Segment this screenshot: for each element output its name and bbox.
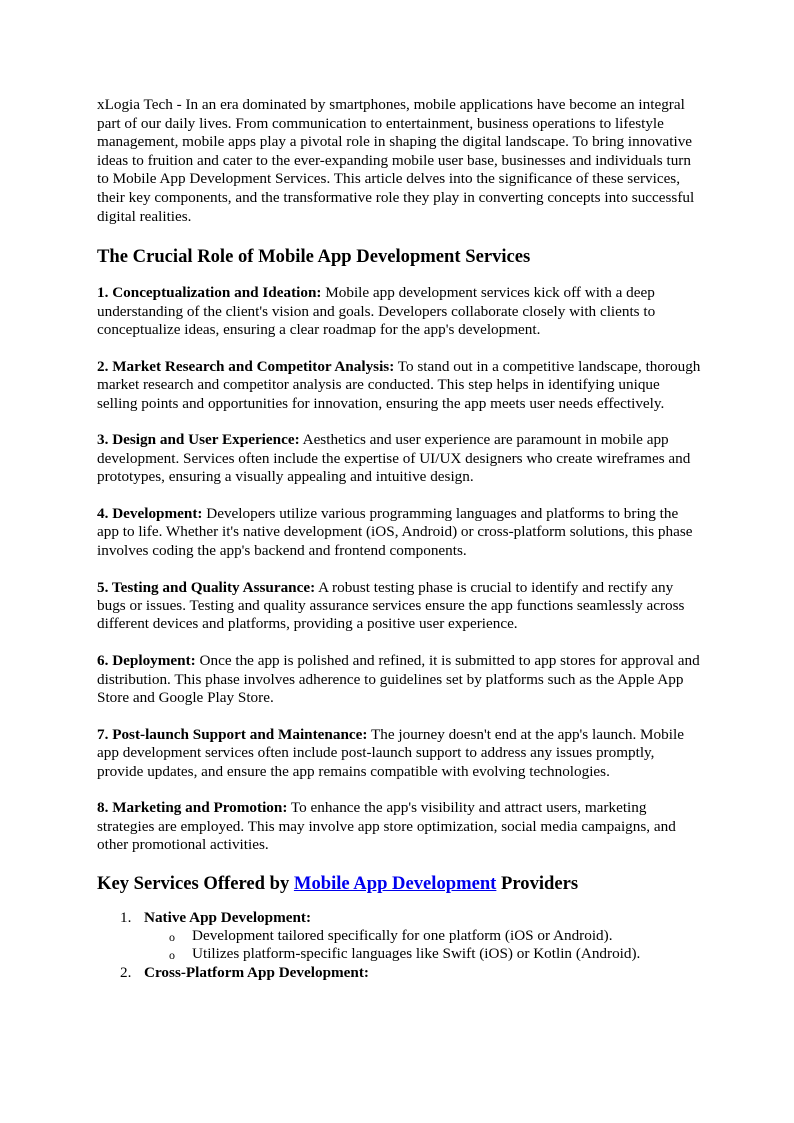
- role-item-text: To stand out in a competitive landscape, thorough market research and competitor analysis are conducted. This step helps in identifying unique selling points and opportunities for innovation, ensuring the app meets user needs effectively.: [97, 357, 701, 412]
- role-item-development: [97, 505, 703, 560]
- sub-list-item: [144, 945, 703, 963]
- mobile-app-development-link[interactable]: Mobile App Development: [293, 872, 497, 894]
- list-item: [97, 964, 703, 982]
- sub-list-text: Development tailored specifically for one platform (iOS or Android).: [192, 927, 613, 945]
- intro-paragraph: xLogia Tech - In an era dominated by smartphones, mobile applications have become an integral part of our daily lives. From communication to entertainment, business operations to lifestyle management, mobile apps play a pivotal role in shaping the digital landscape. To bring innovative ideas to fruition and cater to the ever-expanding mobile user base, businesses and individuals turn to Mobile App Development Services. This article delves into the significance of these services, their key components, and the transformative role they play in converting concepts into successful digital realities.: [97, 96, 695, 225]
- role-item-text: To enhance the app's visibility and attract users, marketing strategies are employed. This may involve app store optimization, social media campaigns, and other promotional activities.: [97, 799, 676, 854]
- role-item-design: [97, 431, 703, 486]
- heading-text-before: Key Services Offered by: [97, 872, 294, 894]
- list-item-title: Native App Development:: [144, 908, 312, 926]
- role-item-title: 3. Design and User Experience:: [97, 431, 300, 449]
- role-item-marketing: [97, 799, 703, 854]
- sub-list-text: Utilizes platform-specific languages like Swift (iOS) or Kotlin (Android).: [192, 945, 641, 963]
- heading-text-after: Providers: [496, 872, 579, 894]
- role-item-text: The journey doesn't end at the app's launch. Mobile app development services often include post-launch support to address any issues promptly, provide updates, and ensure the app remains compatible with evolving technologies.: [97, 725, 684, 780]
- role-item-title: 6. Deployment:: [97, 652, 196, 670]
- role-item-text: A robust testing phase is crucial to identify and rectify any bugs or issues. Testing and quality assurance services ensure the app functions seamlessly across different devices and platforms, providing a positive user experience.: [97, 578, 685, 633]
- list-item: [97, 909, 703, 964]
- bullet-icon: o: [169, 930, 175, 945]
- section-heading-crucial-role: The Crucial Role of Mobile App Development Services: [97, 246, 531, 268]
- list-item-title: Cross-Platform App Development:: [144, 963, 369, 981]
- role-item-title: 5. Testing and Quality Assurance:: [97, 578, 316, 596]
- bullet-icon: o: [169, 948, 175, 963]
- sub-list-item: [144, 927, 703, 945]
- role-item-title: 4. Development:: [97, 504, 203, 522]
- list-number: 1.: [120, 908, 132, 926]
- sub-list: [144, 927, 703, 964]
- role-item-text: Aesthetics and user experience are paramount in mobile app development. Services often include the expertise of UI/UX designers who create wireframes and prototypes, ensuring a visually appealing and intuitive design.: [97, 431, 691, 486]
- role-item-title: 7. Post-launch Support and Maintenance:: [97, 725, 368, 743]
- role-item-title: 2. Market Research and Competitor Analysis:: [97, 357, 395, 375]
- role-item-title: 8. Marketing and Promotion:: [97, 799, 288, 817]
- document-page: [97, 96, 703, 982]
- section-heading-key-services: [97, 872, 703, 896]
- role-item-support: [97, 726, 703, 781]
- role-item-text: Developers utilize various programming languages and platforms to bring the app to life. Whether it's native development (iOS, Android) or cross-platform solutions, this phase involves coding the app's backend and frontend components.: [97, 504, 693, 559]
- role-item-conceptualization: [97, 284, 703, 339]
- list-number: 2.: [120, 963, 132, 981]
- role-item-testing: [97, 579, 703, 634]
- role-item-market-research: [97, 358, 703, 413]
- role-item-deployment: [97, 652, 703, 707]
- role-item-text: Once the app is polished and refined, it is submitted to app stores for approval and distribution. This phase involves adherence to guidelines set by platforms such as the Apple App Store and Google Play Store.: [97, 652, 700, 707]
- key-services-list: [97, 909, 703, 983]
- role-item-text: Mobile app development services kick off with a deep understanding of the client's vision and goals. Developers collaborate closely with clients to conceptualize ideas, ensuring a clear roadmap for the app's development.: [97, 284, 656, 338]
- role-item-title: 1. Conceptualization and Ideation:: [97, 284, 322, 302]
